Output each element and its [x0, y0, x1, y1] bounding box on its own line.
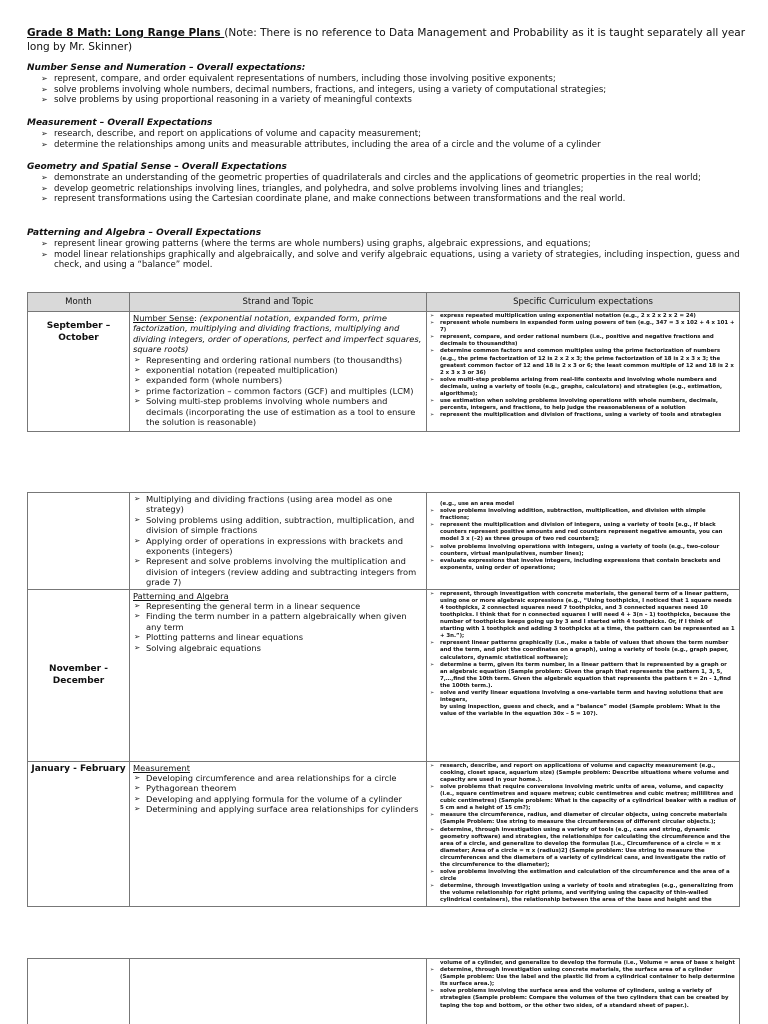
spec-cell: [427, 761, 740, 906]
list-item: ➢ measure the circumference, radius, and diameter of circular objects, using concrete materials (Sample Problem: Use string to measure the circumferences of different circular objects.);: [430, 812, 736, 826]
table-header-row: [28, 293, 740, 312]
strand-colon: :: [194, 313, 200, 323]
spec-cell: [427, 493, 740, 590]
month-cell: January - February: [28, 761, 130, 906]
title-main: Grade 8 Math: Long Range Plans: [27, 27, 225, 39]
list-item: ➢ represent linear growing patterns (where the terms are whole numbers) using graphs, algebraic expressions, and equations;: [27, 239, 747, 250]
list-item: ➢ Solving problems using addition, subtraction, multiplication, and division of simple fractions: [133, 515, 423, 536]
strand-cell: [130, 493, 427, 590]
list-item: ➢ Represent and solve problems involving the multiplication and division of integers (review adding and subtracting integers from grade 7): [133, 556, 423, 587]
list-item: ➢ solve problems involving operations with integers, using a variety of tools (e.g., two-colour counters, virtual manipulatives, number lines);: [430, 544, 736, 558]
strand-heading: Patterning and Algebra: [133, 590, 229, 601]
overall-measurement: [27, 117, 747, 150]
list-item: ➢ solve problems involving the estimation and calculation of the circumference and the area of a circle: [430, 869, 736, 883]
spec-lead: (e.g., use an area model: [440, 501, 515, 507]
table-row: [28, 959, 740, 1024]
list-item: ➢ research, describe, and report on applications of volume and capacity measurement;: [27, 129, 747, 140]
list-item: ➢ demonstrate an understanding of the geometric properties of quadrilaterals and circles and the applications of geometric properties in the real world;: [27, 173, 747, 184]
list-item: ➢ represent whole numbers in expanded form using powers of ten (e.g., 347 = 3 x 102 + 4 x 101 + 7): [430, 320, 736, 334]
list-item: ➢ prime factorization – common factors (GCF) and multiples (LCM): [133, 386, 423, 396]
list-item: ➢ solve and verify linear equations involving a one-variable term and having solutions that are integers,: [430, 690, 736, 704]
list-item: ➢ Finding the term number in a pattern algebraically when given any term: [133, 611, 423, 632]
list-item: ➢ Representing the general term in a linear sequence: [133, 601, 423, 611]
strand-cell-empty: [130, 959, 427, 1024]
overall-geometry: [27, 161, 747, 205]
spec-cell: [427, 312, 740, 432]
list-item: ➢ exponential notation (repeated multiplication): [133, 365, 423, 375]
list-item: ➢ Plotting patterns and linear equations: [133, 632, 423, 642]
section-heading: Measurement – Overall Expectations: [27, 118, 213, 128]
list-item: ➢ determine a term, given its term number, in a linear pattern that is represented by a graph or an algebraic equation (Sample problem: Given the graph that represents the pattern 1, 3, 5, 7,…,find the 10th term. Given the algebraic equation that represents the pattern t = 2n - 1,find the 100th term.).: [430, 662, 736, 690]
section-heading: Number Sense and Numeration – Overall expectations:: [27, 63, 306, 73]
list-item: ➢ determine the relationships among units and measurable attributes, including the area of a circle and the volume of a cylinder: [27, 140, 747, 151]
document-title: [27, 26, 747, 54]
list-item: ➢ model linear relationships graphically and algebraically, and solve and verify algebraic equations, using a variety of strategies, including inspection, guess and check, and using a “balance” model.: [27, 250, 747, 271]
list-item: ➢ Solving algebraic equations: [133, 643, 423, 653]
section-heading: Geometry and Spatial Sense – Overall Expectations: [27, 162, 287, 172]
spec-tail: by using inspection, guess and check, and a “balance” model (Sample problem: What is the value of the variable in the equation 30x – 5 = 10?).: [440, 704, 721, 718]
list-item: ➢ solve problems involving addition, subtraction, multiplication, and division with simple fractions;: [430, 508, 736, 522]
plan-table-2: [27, 492, 740, 907]
list-item: ➢ develop geometric relationships involving lines, triangles, and polyhedra, and solve problems involving lines and triangles;: [27, 184, 747, 195]
list-item: ➢ expanded form (whole numbers): [133, 375, 423, 385]
list-item: ➢ Multiplying and dividing fractions (using area model as one strategy): [133, 494, 423, 515]
list-item: ➢ represent the multiplication and division of fractions, using a variety of tools and strategies: [430, 412, 736, 419]
header-month: Month: [28, 293, 130, 312]
list-item: ➢ represent, through investigation with concrete materials, the general term of a linear pattern, using one or more algebraic expressions (e.g., “Using toothpicks, I noticed that 1 square needs 4 toothpicks, 2 connected squares need 7 toothpicks, and 3 connected squares need 10 toothpicks. I think that for n connected squares I will need 4 + 3(n – 1) toothpicks, because the number of toothpicks keeps going up by 3 and I started with 4 toothpicks. Or, if I think of starting with 1 toothpick and adding 3 toothpicks at a time, the pattern can be represented as 1 + 3n.”);: [430, 591, 736, 641]
strand-heading: Number Sense: [133, 313, 195, 323]
header-specific: Specific Curriculum expectations: [427, 293, 740, 312]
strand-topics: (exponential notation, expanded form, prime factorization, multiplying and dividing fractions, multiplying and dividing integers, order of operations, perfect and imperfect squares, square roots): [133, 313, 422, 355]
month-cell: September – October: [28, 312, 130, 432]
plan-table-3: [27, 958, 740, 1024]
list-item: ➢ Representing and ordering rational numbers (to thousandths): [133, 355, 423, 365]
month-cell-empty: [28, 959, 130, 1024]
spec-lead: volume of a cylinder, and generalize to develop the formula (i.e., Volume = area of base x height: [440, 960, 735, 966]
list-item: ➢ use estimation when solving problems involving operations with whole numbers, decimals, percents, integers, and fractions, to help judge the reasonableness of a solution: [430, 398, 736, 412]
strand-cell: [130, 761, 427, 906]
table-row: [28, 589, 740, 761]
month-cell: November - December: [28, 589, 130, 761]
list-item: ➢ determine, through investigation using a variety of tools and strategies (e.g., generalizing from the volume relationship for right prisms, and verifying using the capacity of thin-walled cylindrical containers), the relationship between the area of the base and height and the: [430, 883, 736, 904]
list-item: ➢ Developing circumference and area relationships for a circle: [133, 773, 423, 783]
spec-cell: [427, 959, 740, 1024]
list-item: ➢ represent the multiplication and division of integers, using a variety of tools [e.g., if black counters represent positive amounts and red counters represent negative amounts, you can model 3 x (–2) as three groups of two red counters];: [430, 522, 736, 543]
list-item: ➢ represent linear patterns graphically (i.e., make a table of values that shows the term number and the term, and plot the coordinates on a graph), using a variety of tools (e.g., graph paper, calculators, dynamic statistical software);: [430, 640, 736, 661]
section-heading: Patterning and Algebra – Overall Expectations: [27, 228, 262, 238]
month-cell-empty: [28, 493, 130, 590]
list-item: ➢ solve problems involving the surface area and the volume of cylinders, using a variety of strategies (Sample problem: Compare the volumes of the two cylinders that can be created by taping the top and bottom, or the other two sides, of a standard sheet of paper.).: [430, 988, 736, 1009]
list-item: ➢ solve problems involving whole numbers, decimal numbers, fractions, and integers, using a variety of computational strategies;: [27, 85, 747, 96]
list-item: ➢ represent, compare, and order rational numbers (i.e., positive and negative fractions and decimals to thousandths): [430, 334, 736, 348]
overall-number-sense: [27, 62, 747, 106]
table-row: [28, 312, 740, 432]
table-row: [28, 493, 740, 590]
list-item: ➢ Applying order of operations in expressions with brackets and exponents (integers): [133, 536, 423, 557]
list-item: ➢ determine, through investigation using a variety of tools (e.g., cans and string, dynamic geometry software) and strategies, the relationships for calculating the circumference and the area of a circle, and generalize to develop the formulas [i.e., Circumference of a circle = π x diameter; Area of a circle = π x (radius)2] (Sample problem: Use string to measure the circumferences and the diameters of a variety of cylindrical cans, and investigate the ratio of the circumference to the diameter);: [430, 827, 736, 870]
list-item: ➢ Determining and applying surface area relationships for cylinders: [133, 804, 423, 814]
title-note: (Note: There is no reference to Data Management and Probability as it is taught separately all year long by Mr. Skinner): [27, 27, 746, 53]
list-item: ➢ represent transformations using the Cartesian coordinate plane, and make connections between transformations and the real world.: [27, 194, 747, 205]
overall-patterning: [27, 227, 747, 271]
list-item: ➢ research, describe, and report on applications of volume and capacity measurement (e.g., cooking, closet space, aquarium size) (Sample problem: Describe situations where volume and capacity are used in your home.).: [430, 763, 736, 784]
strand-heading: Measurement: [133, 762, 190, 773]
strand-cell: [130, 589, 427, 761]
list-item: ➢ Solving multi-step problems involving whole numbers and decimals (incorporating the use of estimation as a tool to ensure the solution is reasonable): [133, 396, 423, 427]
list-item: ➢ solve problems by using proportional reasoning in a variety of meaningful contexts: [27, 95, 747, 106]
list-item: ➢ Developing and applying formula for the volume of a cylinder: [133, 794, 423, 804]
list-item: ➢ determine common factors and common multiples using the prime factorization of numbers (e.g., the prime factorization of 12 is 2 x 2 x 3; the prime factorization of 18 is 2 x 3 x 3; the greatest common factor of 12 and 18 is 2 x 3 or 6; the least common multiple of 12 and 18 is 2 x 2 x 3 x 3 or 36): [430, 348, 736, 376]
list-item: ➢ represent, compare, and order equivalent representations of numbers, including those involving positive exponents;: [27, 74, 747, 85]
header-strand: Strand and Topic: [130, 293, 427, 312]
list-item: ➢ solve problems that require conversions involving metric units of area, volume, and capacity (i.e., square centimetres and square metres; cubic centimetres and cubic metres; millilitres and cubic centimetres) (Sample problem: What is the capacity of a cylindrical beaker with a radius of 5 cm and a height of 15 cm?);: [430, 784, 736, 812]
list-item: ➢ evaluate expressions that involve integers, including expressions that contain brackets and exponents, using order of operations;: [430, 558, 736, 572]
list-item: ➢ Pythagorean theorem: [133, 783, 423, 793]
table-row: [28, 761, 740, 906]
strand-cell: [130, 312, 427, 432]
spec-cell: [427, 589, 740, 761]
list-item: ➢ solve multi-step problems arising from real-life contexts and involving whole numbers and decimals, using a variety of tools (e.g., graphs, calculators) and strategies (e.g., estimation, algorithms);: [430, 377, 736, 398]
list-item: ➢ determine, through investigation using concrete materials, the surface area of a cylinder (Sample problem: Use the label and the plastic lid from a cylindrical container to help determine its surface area.);: [430, 967, 736, 988]
list-item: ➢ express repeated multiplication using exponential notation (e.g., 2 x 2 x 2 x 2 = 24): [430, 313, 736, 320]
plan-table-1: [27, 292, 740, 432]
